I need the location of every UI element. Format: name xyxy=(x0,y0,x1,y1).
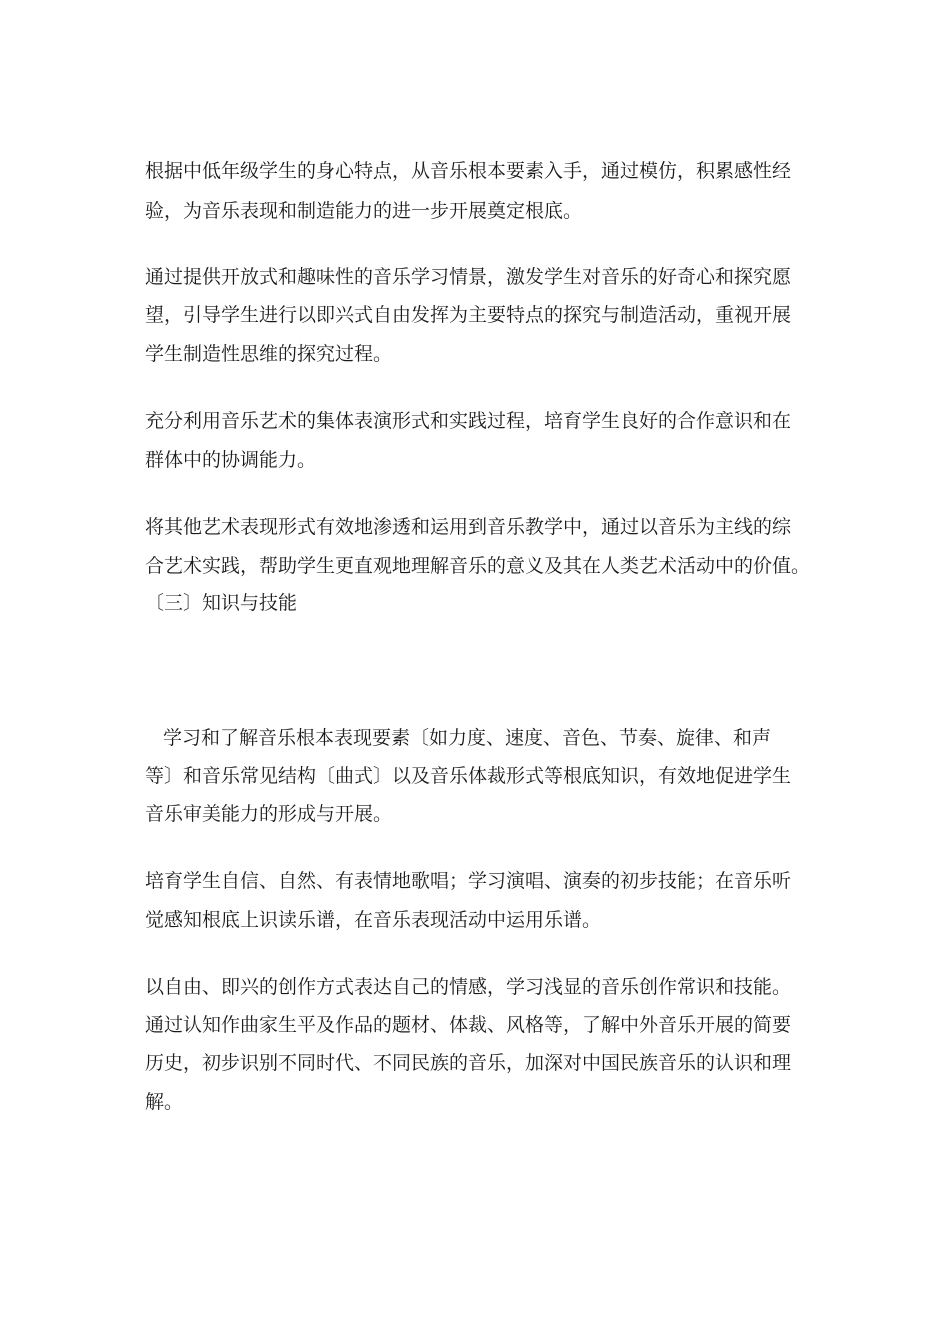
text-line: 根据中低年级学生的身心特点，从音乐根本要素入手，通过模仿，积累感性经 xyxy=(145,160,792,182)
text-line: 充分利用音乐艺术的集体表演形式和实践过程，培育学生良好的合作意识和在 xyxy=(145,410,792,432)
text-line: 觉感知根底上识读乐谱，在音乐表现活动中运用乐谱。 xyxy=(145,909,602,931)
text-line: 通过提供开放式和趣味性的音乐学习情景，激发学生对音乐的好奇心和探究愿 xyxy=(145,266,792,288)
text-line: 合艺术实践，帮助学生更直观地理解音乐的意义及其在人类艺术活动中的价值。 xyxy=(145,555,811,577)
text-line: 培育学生自信、自然、有表情地歌唱；学习演唱、演奏的初步技能；在音乐听 xyxy=(145,870,792,892)
text-line: 学生制造性思维的探究过程。 xyxy=(145,343,393,365)
text-line: 群体中的协调能力。 xyxy=(145,449,317,471)
text-line: 将其他艺术表现形式有效地渗透和运用到音乐教学中，通过以音乐为主线的综 xyxy=(145,516,792,538)
text-line: 以自由、即兴的创作方式表达自己的情感，学习浅显的音乐创作常识和技能。 xyxy=(145,976,792,998)
text-line: 验，为音乐表现和制造能力的进一步开展奠定根底。 xyxy=(145,200,583,222)
section-heading: 〔三〕知识与技能 xyxy=(145,592,298,614)
text-line: 音乐审美能力的形成与开展。 xyxy=(145,803,393,825)
text-line: 等〕和音乐常见结构〔曲式〕以及音乐体裁形式等根底知识，有效地促进学生 xyxy=(145,765,792,787)
text-line: 学习和了解音乐根本表现要素〔如力度、速度、音色、节奏、旋律、和声 xyxy=(163,727,772,749)
text-line: 历史，初步识别不同时代、不同民族的音乐，加深对中国民族音乐的认识和理 xyxy=(145,1052,792,1074)
text-line: 通过认知作曲家生平及作品的题材、体裁、风格等，了解中外音乐开展的简要 xyxy=(145,1014,792,1036)
text-line: 望，引导学生进行以即兴式自由发挥为主要特点的探究与制造活动，重视开展 xyxy=(145,304,792,326)
text-line: 解。 xyxy=(145,1091,184,1113)
